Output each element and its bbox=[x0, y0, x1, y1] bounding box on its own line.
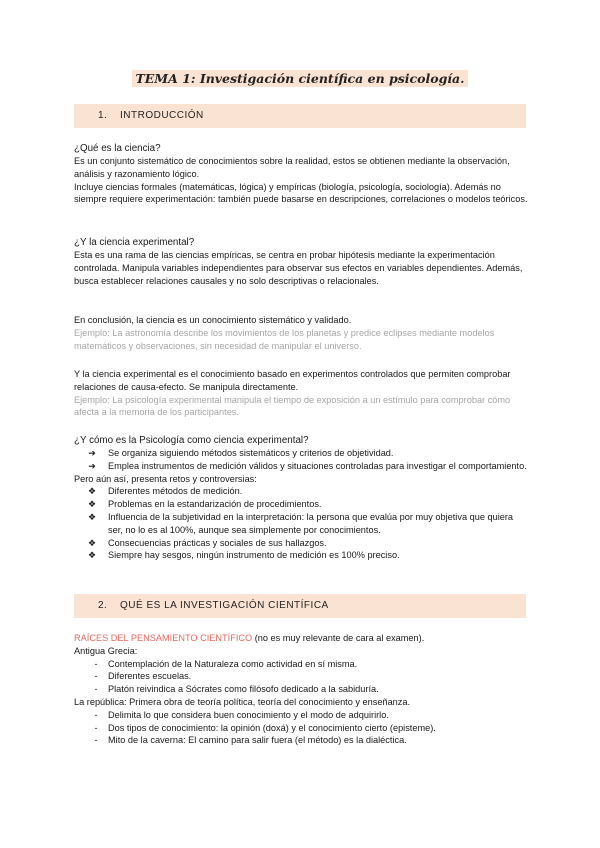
diamond-icon: ❖ bbox=[87, 550, 97, 561]
question-heading: ¿Qué es la ciencia? bbox=[74, 143, 161, 154]
question-heading: ¿Y cómo es la Psicología como ciencia experimental? bbox=[74, 435, 309, 446]
subheading: La república: Primera obra de teoría política, teoría del conocimiento y enseñanza. bbox=[74, 696, 411, 707]
dash-marker: - bbox=[94, 684, 98, 695]
example-text: Ejemplo: La astronomía describe los movimientos de los planetas y predice eclipses mediante modelos matemáticos y observaciones, sin necesidad de manipular el universo. bbox=[74, 327, 495, 351]
paragraph: En conclusión, la ciencia es un conocimiento sistemático y validado. bbox=[74, 315, 352, 325]
paragraph: Pero aún así, presenta retos y controversias: bbox=[74, 473, 257, 484]
diamond-icon: ❖ bbox=[87, 537, 97, 548]
paragraph: Es un conjunto sistemático de conocimientos sobre la realidad, estos se obtienen mediante la observación, análisis y razonamiento lógico. bbox=[74, 156, 510, 179]
section-number: 1. bbox=[98, 110, 108, 121]
intro-what-is-science bbox=[74, 142, 530, 206]
diamond-icon: ❖ bbox=[87, 486, 97, 497]
list-item: ❖ Diferentes métodos de medición. bbox=[74, 485, 530, 498]
diamond-icon: ❖ bbox=[87, 499, 97, 510]
list-item: ❖ Problemas en la estandarización de procedimientos. bbox=[74, 498, 530, 511]
list-item: - Contemplación de la Naturaleza como actividad en sí misma. bbox=[74, 658, 530, 671]
raices-note: (no es muy relevante de cara al examen). bbox=[252, 633, 425, 643]
list-item: ❖ Siempre hay sesgos, ningún instrumento de medición es 100% preciso. bbox=[74, 549, 530, 562]
intro-conclusion bbox=[74, 314, 530, 352]
list-item: - Dos tipos de conocimiento: la opinión (doxá) y el conocimiento cierto (episteme). bbox=[74, 722, 530, 735]
arrow-icon: ➔ bbox=[88, 448, 96, 458]
section-label: INTRODUCCIÓN bbox=[120, 110, 204, 121]
dash-marker: - bbox=[94, 722, 98, 733]
intro-psychology-experimental bbox=[74, 434, 530, 562]
arrow-icon: ➔ bbox=[88, 460, 96, 471]
section-heading-investigacion bbox=[74, 594, 526, 618]
section-heading-introduccion bbox=[74, 104, 526, 128]
arrow-list bbox=[74, 447, 530, 473]
dash-list bbox=[74, 658, 530, 696]
list-item: - Diferentes escuelas. bbox=[74, 670, 530, 683]
diamond-list bbox=[74, 485, 530, 562]
intro-experimental-science bbox=[74, 236, 530, 287]
document-title: TEMA 1: Investigación científica en psicología. bbox=[132, 70, 467, 87]
section-label: QUÉ ES LA INVESTIGACIÓN CIENTÍFICA bbox=[120, 600, 329, 611]
dash-list bbox=[74, 709, 530, 747]
example-text: Ejemplo: La psicología experimental manipula el tiempo de exposición a un estímulo para comprobar cómo afecta a la memoria de los participantes. bbox=[74, 394, 511, 418]
section2-content bbox=[74, 632, 530, 747]
dash-marker: - bbox=[94, 735, 98, 746]
list-item: - Delimita lo que considera buen conocimiento y el modo de adquirirlo. bbox=[74, 709, 530, 722]
diamond-icon: ❖ bbox=[87, 511, 97, 522]
intro-experimental-definition bbox=[74, 368, 530, 419]
dash-marker: - bbox=[94, 658, 98, 669]
list-item: ➔ Emplea instrumentos de medición válidos y situaciones controladas para investigar el comportamiento. bbox=[74, 460, 530, 473]
list-item: - Mito de la caverna: El camino para salir fuera (el método) es la dialéctica. bbox=[74, 734, 530, 747]
paragraph: Y la ciencia experimental es el conocimiento basado en experimentos controlados que permiten comprobar relaciones de causa-efecto. Se manipula directamente. bbox=[74, 369, 511, 392]
raices-heading: RAÍCES DEL PENSAMIENTO CIENTÍFICO bbox=[74, 633, 253, 643]
question-heading: ¿Y la ciencia experimental? bbox=[74, 237, 195, 248]
list-item: ❖ Influencia de la subjetividad en la interpretación: la persona que evalúa por muy objetiva que quiera ser, no lo es al 100%, aunque sea simplemente por conocimientos. bbox=[74, 511, 530, 537]
paragraph: Esta es una rama de las ciencias empíricas, se centra en probar hipótesis mediante la experimentación controlada. Manipula variables independientes para observar sus efectos en variables dependientes. Además, busca establecer relaciones causales y no solo descriptivas o relacionales. bbox=[74, 250, 523, 286]
list-item: - Platón reivindica a Sócrates como filósofo dedicado a la sabiduría. bbox=[74, 683, 530, 696]
section-number: 2. bbox=[98, 600, 108, 611]
paragraph: Incluye ciencias formales (matemáticas, lógica) y empíricas (biología, psicología, sociología). Además no siempre requiere experimentación: también puede basarse en descripciones, correlaciones o modelos teóricos. bbox=[74, 181, 528, 205]
subheading: Antigua Grecia: bbox=[74, 645, 138, 656]
list-item: ➔ Se organiza siguiendo métodos sistemáticos y criterios de objetividad. bbox=[74, 447, 530, 460]
paragraph bbox=[74, 632, 530, 645]
dash-marker: - bbox=[94, 709, 98, 720]
list-item: ❖ Consecuencias prácticas y sociales de sus hallazgos. bbox=[74, 537, 530, 550]
dash-marker: - bbox=[94, 671, 98, 682]
title-container bbox=[0, 70, 600, 88]
